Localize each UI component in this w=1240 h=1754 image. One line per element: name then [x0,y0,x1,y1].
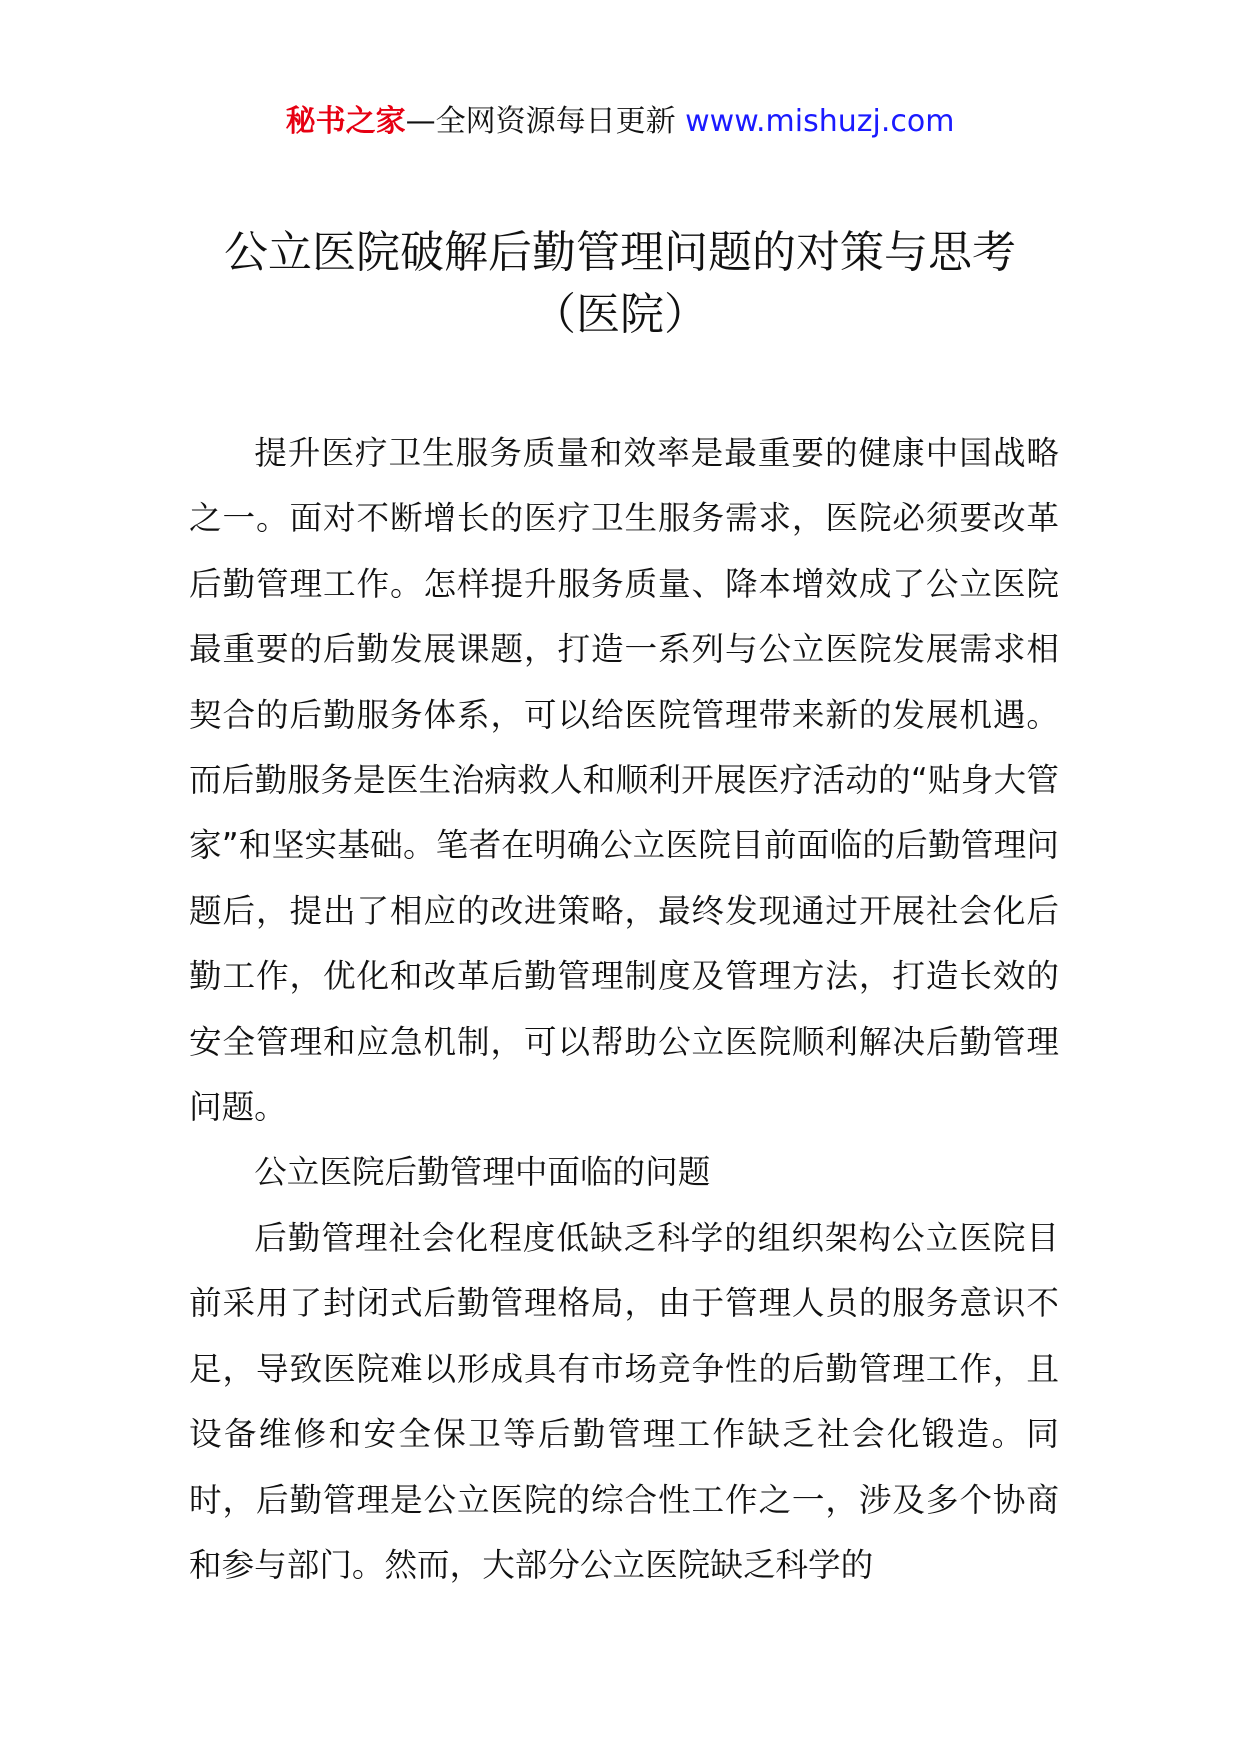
header-tagline: —全网资源每日更新 [405,104,686,139]
document-body [189,421,1059,1598]
section-heading: 公立医院后勤管理中面临的问题 [254,1153,711,1192]
title-line-1: 公立医院破解后勤管理问题的对策与思考 [224,227,1016,278]
document-title [0,222,1240,346]
page-header [0,102,1240,142]
title-line-2: （医院） [532,289,708,340]
website-link[interactable]: www.mishuzj.com [685,104,955,139]
brand-name: 秘书之家 [285,104,406,139]
paragraph-intro: 提升医疗卫生服务质量和效率是最重要的健康中国战略之一。面对不断增长的医疗卫生服务需求，医院必须要改革后勤管理工作。怎样提升服务质量、降本增效成了公立医院最重要的后勤发展课题，打造一系列与公立医院发展需求相契合的后勤服务体系，可以给医院管理带来新的发展机遇。而后勤服务是医生治病救人和顺利开展医疗活动的“贴身大管家”和坚实基础。笔者在明确公立医院目前面临的后勤管理问题后，提出了相应的改进策略，最终发现通过开展社会化后勤工作，优化和改革后勤管理制度及管理方法，打造长效的安全管理和应急机制，可以帮助公立医院顺利解决后勤管理问题。 [189,434,1059,1127]
paragraph-problem: 后勤管理社会化程度低缺乏科学的组织架构公立医院目前采用了封闭式后勤管理格局，由于管理人员的服务意识不足，导致医院难以形成具有市场竞争性的后勤管理工作，且设备维修和安全保卫等后勤管理工作缺乏社会化锻造。同时，后勤管理是公立医院的综合性工作之一，涉及多个协商和参与部门。然而，大部分公立医院缺乏科学的 [189,1218,1059,1584]
